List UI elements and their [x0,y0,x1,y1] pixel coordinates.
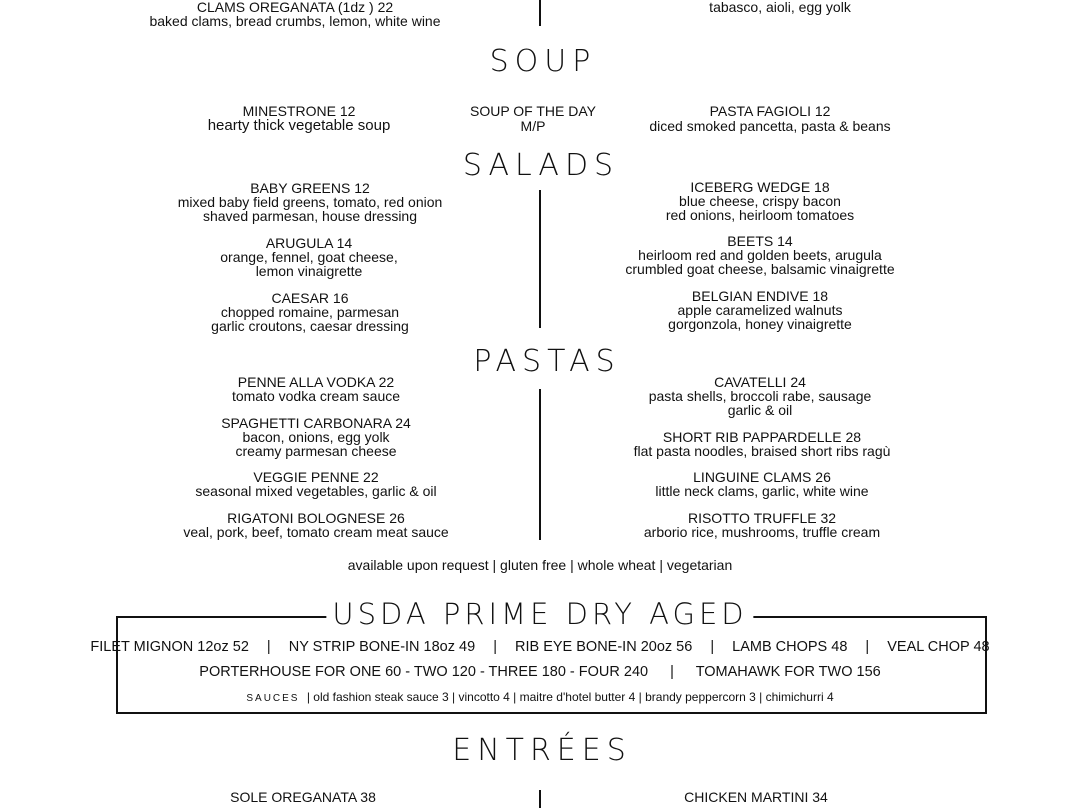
menu-item-caesar [211,291,409,333]
separator: | [710,639,715,655]
section-title-pastas: PASTAS [473,344,621,379]
menu-item-penne-alla-vodka [232,375,400,403]
section-title-steaks: USDA PRIME DRY AGED [332,597,748,631]
steak-tomahawk: TOMAHAWK FOR TWO 156 [695,664,881,680]
item-desc: hearty thick vegetable soup [207,117,391,134]
item-name: LINGUINE CLAMS 26 [693,469,831,485]
steak-row-2 [199,664,880,680]
item-desc: crumbled goat cheese, balsamic vinaigrette [625,261,895,277]
item-desc: little neck clams, garlic, white wine [655,483,869,499]
steak-title-wrap [326,597,753,631]
menu-item-belgian-endive [668,289,852,331]
separator: | [266,639,271,655]
item-name: SHORT RIB PAPPARDELLE 28 [662,429,862,445]
menu-item-linguine-clams [655,470,868,498]
menu-item-risotto-truffle [644,511,880,539]
pastas-column-divider [539,389,541,540]
menu-item-cavatelli [649,375,872,417]
item-name: CAESAR 16 [271,290,349,306]
item-name: CAVATELLI 24 [714,374,806,390]
item-name: MINESTRONE 12 [242,103,356,119]
item-desc: gorgonzola, honey vinaigrette [668,316,852,332]
item-desc: pasta shells, broccoli rabe, sausage [648,388,872,404]
item-name: BELGIAN ENDIVE 18 [691,288,829,304]
item-desc: flat pasta noodles, braised short ribs ragù [633,443,891,459]
item-desc: garlic croutons, caesar dressing [211,318,409,334]
item-desc: creamy parmesan cheese [235,443,397,459]
item-desc: diced smoked pancetta, pasta & beans [649,118,891,134]
item-name: RIGATONI BOLOGNESE 26 [227,510,405,526]
item-desc: orange, fennel, goat cheese, [220,249,398,265]
steak-porterhouse: PORTERHOUSE FOR ONE 60 - TWO 120 - THREE 180 - FOUR 240 [199,664,649,680]
item-desc: apple caramelized walnuts [677,302,843,318]
item-name: RISOTTO TRUFFLE 32 [687,510,837,526]
steak-rib-eye: RIB EYE BONE-IN 20oz 56 [515,639,693,655]
steak-veal-chop: VEAL CHOP 48 [887,639,990,655]
item-desc: garlic & oil [727,402,793,418]
item-desc: veal, pork, beef, tomato cream meat sauce [183,524,449,540]
menu-item-chicken-martini [684,790,828,804]
menu-item-spaghetti-carbonara [221,416,411,458]
menu-item-iceberg-wedge [666,180,854,222]
item-desc: tomato vodka cream sauce [231,388,401,404]
steak-lamb-chops: LAMB CHOPS 48 [732,639,848,655]
item-name: PASTA FAGIOLI 12 [709,103,831,119]
sauces-list: | old fashion steak sauce 3 | vincotto 4 | maitre d'hotel butter 4 | brandy peppercorn 3 | chimichurri 4 [306,690,834,704]
item-name: CHICKEN MARTINI 34 [684,789,828,805]
menu-item-baby-greens [178,181,443,223]
item-name: ARUGULA 14 [265,235,353,251]
separator: | [493,639,497,655]
steak-row-1 [90,639,989,655]
dietary-options-note: available upon request | gluten free | whole wheat | vegetarian [347,557,733,573]
item-desc: arborio rice, mushrooms, truffle cream [643,524,881,540]
item-name: ICEBERG WEDGE 18 [690,179,830,195]
section-title-soup: SOUP [489,44,597,79]
item-desc: baked clams, bread crumbs, lemon, white wine [149,13,441,29]
item-name: SOUP OF THE DAY [469,103,597,119]
menu-item-sole-oreganata [230,790,376,804]
item-name: VEGGIE PENNE 22 [253,469,379,485]
menu-item-beets [625,234,894,276]
section-title-salads: SALADS [462,148,620,183]
item-desc: shaved parmesan, house dressing [202,208,418,224]
item-name: CLAMS OREGANATA (1dz ) 22 [196,0,394,15]
steak-filet-mignon: FILET MIGNON 12oz 52 [90,639,249,655]
item-name: BEETS 14 [727,233,793,249]
menu-item-clams-oreganata [149,0,440,28]
item-desc: bacon, onions, egg yolk [242,429,390,445]
menu-item-veggie-penne [195,470,436,498]
separator: | [670,664,674,680]
salads-column-divider [539,190,541,328]
item-name: SOLE OREGANATA 38 [230,789,376,805]
menu-item-pasta-fagioli [649,104,890,134]
section-title-entrees: ENTRÉES [452,733,632,768]
top-column-divider [539,0,541,26]
item-name: PENNE ALLA VODKA 22 [237,374,395,390]
item-desc: blue cheese, crispy bacon [679,193,841,209]
menu-item-soup-of-the-day [470,104,596,134]
item-name: SPAGHETTI CARBONARA 24 [221,415,411,431]
menu-item-top-right-cutoff [709,0,851,14]
item-name: BABY GREENS 12 [250,180,370,196]
entrees-column-divider [539,790,541,808]
steak-ny-strip: NY STRIP BONE-IN 18oz 49 [288,639,476,655]
item-desc: seasonal mixed vegetables, garlic & oil [195,483,437,499]
menu-item-rigatoni-bolognese [183,511,448,539]
item-desc: M/P [520,118,546,134]
item-desc: heirloom red and golden beets, arugula [638,247,882,263]
sauces-row [246,690,833,704]
item-desc: red onions, heirloom tomatoes [665,207,855,223]
item-desc: lemon vinaigrette [255,263,363,279]
item-desc: mixed baby field greens, tomato, red onion [177,194,443,210]
sauces-label: SAUCES [246,693,300,704]
menu-item-short-rib-pappardelle [634,430,891,458]
menu-item-arugula [220,236,397,278]
menu-item-minestrone [208,104,391,134]
item-desc: tabasco, aioli, egg yolk [709,0,851,15]
separator: | [865,639,870,655]
item-desc: chopped romaine, parmesan [220,304,400,320]
